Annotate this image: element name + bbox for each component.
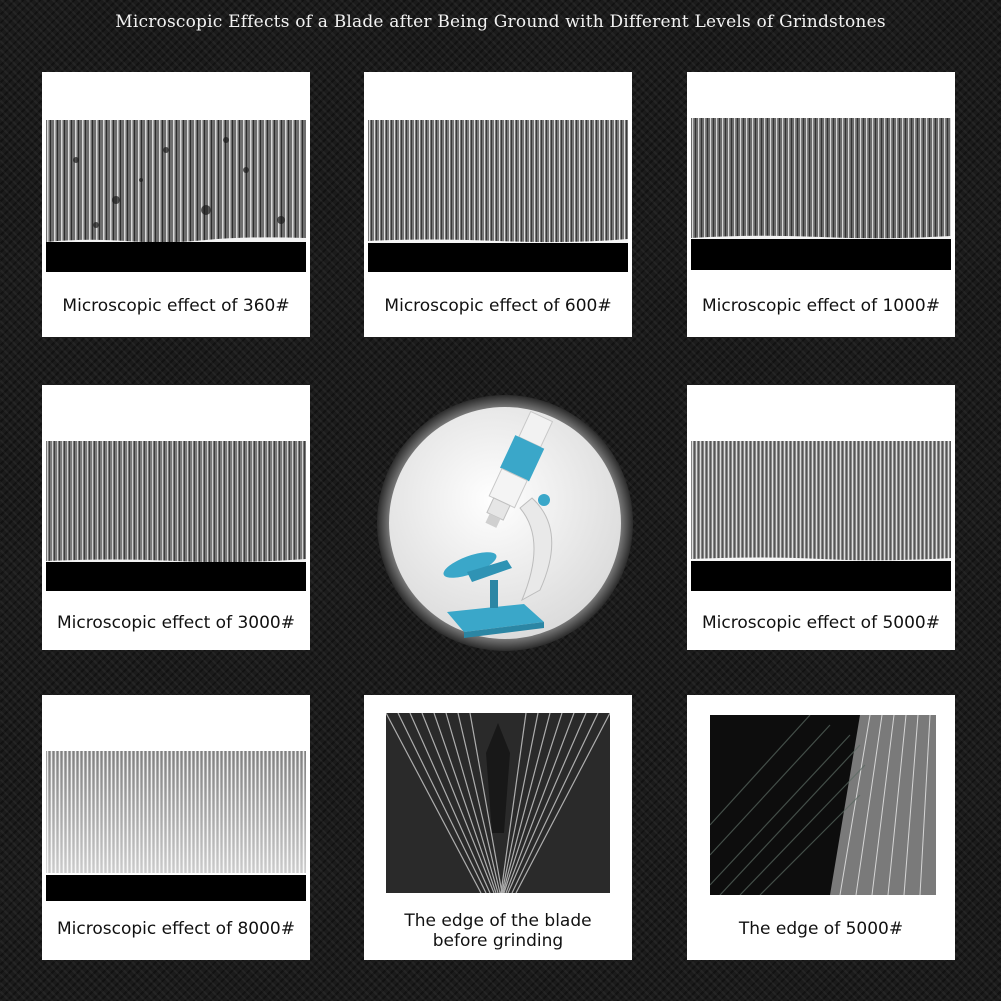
card-caption: Microscopic effect of 360#: [62, 296, 290, 316]
micrograph-600: [368, 120, 628, 272]
card-3000: [42, 385, 310, 650]
card-caption: Microscopic effect of 3000#: [57, 613, 295, 633]
card-8000: [42, 695, 310, 960]
card-caption: The edge of 5000#: [738, 919, 904, 939]
card-5000: [687, 385, 955, 650]
micrograph-360: [46, 120, 306, 272]
microscope-badge: [372, 390, 638, 656]
card-caption: Microscopic effect of 1000#: [702, 296, 940, 316]
card-edge-before: [364, 695, 632, 960]
card-1000: [687, 72, 955, 337]
card-caption: Microscopic effect of 8000#: [57, 919, 295, 939]
card-360: [42, 72, 310, 337]
micrograph-edge-5000: [710, 715, 936, 895]
card-600: [364, 72, 632, 337]
card-caption: Microscopic effect of 5000#: [702, 613, 940, 633]
card-edge-5000: [687, 695, 955, 960]
card-caption: The edge of the blade before grinding: [404, 911, 592, 951]
micrograph-edge-before: [386, 713, 610, 893]
micrograph-5000: [691, 441, 951, 591]
page-title: Microscopic Effects of a Blade after Being Ground with Different Levels of Grindstones: [115, 12, 886, 32]
card-caption: Microscopic effect of 600#: [384, 296, 612, 316]
microscope-icon: [372, 390, 638, 656]
micrograph-1000: [691, 118, 951, 270]
micrograph-3000: [46, 441, 306, 591]
micrograph-8000: [46, 751, 306, 901]
